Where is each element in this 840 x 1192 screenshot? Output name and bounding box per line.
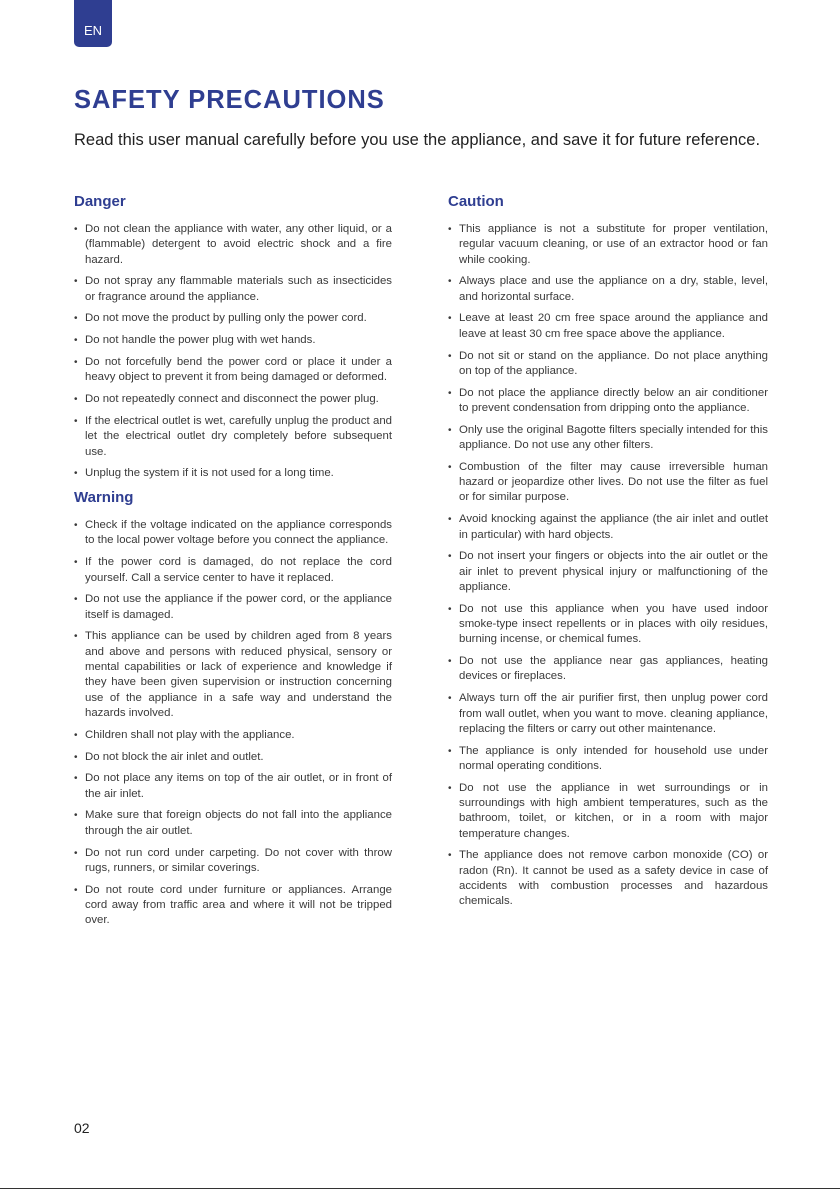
- list-item: • Do not move the product by pulling only the power cord.: [74, 311, 392, 326]
- list-item: • Unplug the system if it is not used for a long time.: [74, 466, 392, 481]
- danger-list: [74, 222, 392, 482]
- intro-text: Read this user manual carefully before you use the appliance, and save it for future reference.: [74, 131, 761, 149]
- right-column: [448, 192, 768, 916]
- list-item: • Do not route cord under furniture or appliances. Arrange cord away from traffic area and where it will not be tripped over.: [74, 883, 392, 929]
- warning-heading: Warning: [74, 489, 134, 507]
- language-tab: EN: [74, 0, 112, 47]
- list-item: • Check if the voltage indicated on the appliance corresponds to the local power voltage before you connect the appliance.: [74, 518, 392, 549]
- list-item: • Always turn off the air purifier first, then unplug power cord from wall outlet, when you want to move. cleaning appliance, replacing the filters or carry out other maintenance.: [448, 691, 768, 737]
- list-item: • Combustion of the filter may cause irreversible human hazard or jeopardize other lives. Do not use the filter as fuel or for similar purpose.: [448, 460, 768, 506]
- list-item: • Children shall not play with the appliance.: [74, 728, 392, 743]
- page-title: SAFETY PRECAUTIONS: [74, 86, 385, 114]
- footer-divider: [0, 1188, 840, 1189]
- list-item: • Do not use the appliance if the power cord, or the appliance itself is damaged.: [74, 592, 392, 623]
- list-item: • Do not use this appliance when you have used indoor smoke-type insect repellents or in places with oily residues, burning incense, or chemical fumes.: [448, 602, 768, 648]
- list-item: • Do not clean the appliance with water, any other liquid, or a (flammable) detergent to avoid electric shock and a fire hazard.: [74, 222, 392, 268]
- list-item: • The appliance does not remove carbon monoxide (CO) or radon (Rn). It cannot be used as a safety device in case of accidents with combustion processes and hazardous chemicals.: [448, 848, 768, 909]
- list-item: • Do not handle the power plug with wet hands.: [74, 333, 392, 348]
- list-item: • Do not run cord under carpeting. Do not cover with throw rugs, runners, or similar coverings.: [74, 846, 392, 877]
- list-item: • Do not use the appliance in wet surroundings or in surroundings with high ambient temperatures, such as the bathroom, toilet, or kitchen, or in a room with major temperature changes.: [448, 781, 768, 842]
- list-item: • If the power cord is damaged, do not replace the cord yourself. Call a service center to have it replaced.: [74, 555, 392, 586]
- warning-list: [74, 518, 392, 928]
- list-item: • Avoid knocking against the appliance (the air inlet and outlet in particular) with hard objects.: [448, 512, 768, 543]
- list-item: • This appliance is not a substitute for proper ventilation, regular vacuum cleaning, or use of an extractor hood or fan while cooking.: [448, 222, 768, 268]
- list-item: • Do not block the air inlet and outlet.: [74, 750, 392, 765]
- list-item: • Leave at least 20 cm free space around the appliance and leave at least 30 cm free space above the appliance.: [448, 311, 768, 342]
- list-item: • If the electrical outlet is wet, carefully unplug the product and let the electrical outlet dry completely before subsequent use.: [74, 414, 392, 460]
- list-item: • Do not place the appliance directly below an air conditioner to prevent condensation from dripping onto the appliance.: [448, 386, 768, 417]
- caution-heading: Caution: [448, 193, 504, 210]
- list-item: • Do not spray any flammable materials such as insecticides or fragrance around the appliance.: [74, 274, 392, 305]
- danger-heading: Danger: [74, 193, 126, 210]
- left-column: [74, 192, 392, 935]
- list-item: • Do not use the appliance near gas appliances, heating devices or fireplaces.: [448, 654, 768, 685]
- list-item: • Only use the original Bagotte filters specially intended for this appliance. Do not use any other filters.: [448, 423, 768, 454]
- page-number: 02: [74, 1120, 90, 1136]
- list-item: • The appliance is only intended for household use under normal operating conditions.: [448, 744, 768, 775]
- list-item: • Do not repeatedly connect and disconnect the power plug.: [74, 392, 392, 407]
- list-item: • Do not place any items on top of the air outlet, or in front of the air inlet.: [74, 771, 392, 802]
- list-item: • Do not insert your fingers or objects into the air outlet or the air inlet to prevent physical injury or malfunctioning of the appliance.: [448, 549, 768, 595]
- list-item: • This appliance can be used by children aged from 8 years and above and persons with reduced physical, sensory or mental capabilities or lack of experience and knowledge if they have been given supervision or instruction concerning use of the appliance in a safe way and understand the hazards involved.: [74, 629, 392, 721]
- list-item: • Do not forcefully bend the power cord or place it under a heavy object to prevent it from being damaged or deformed.: [74, 355, 392, 386]
- list-item: • Do not sit or stand on the appliance. Do not place anything on top of the appliance.: [448, 349, 768, 380]
- caution-list: [448, 222, 768, 910]
- list-item: • Always place and use the appliance on a dry, stable, level, and horizontal surface.: [448, 274, 768, 305]
- list-item: • Make sure that foreign objects do not fall into the appliance through the air outlet.: [74, 808, 392, 839]
